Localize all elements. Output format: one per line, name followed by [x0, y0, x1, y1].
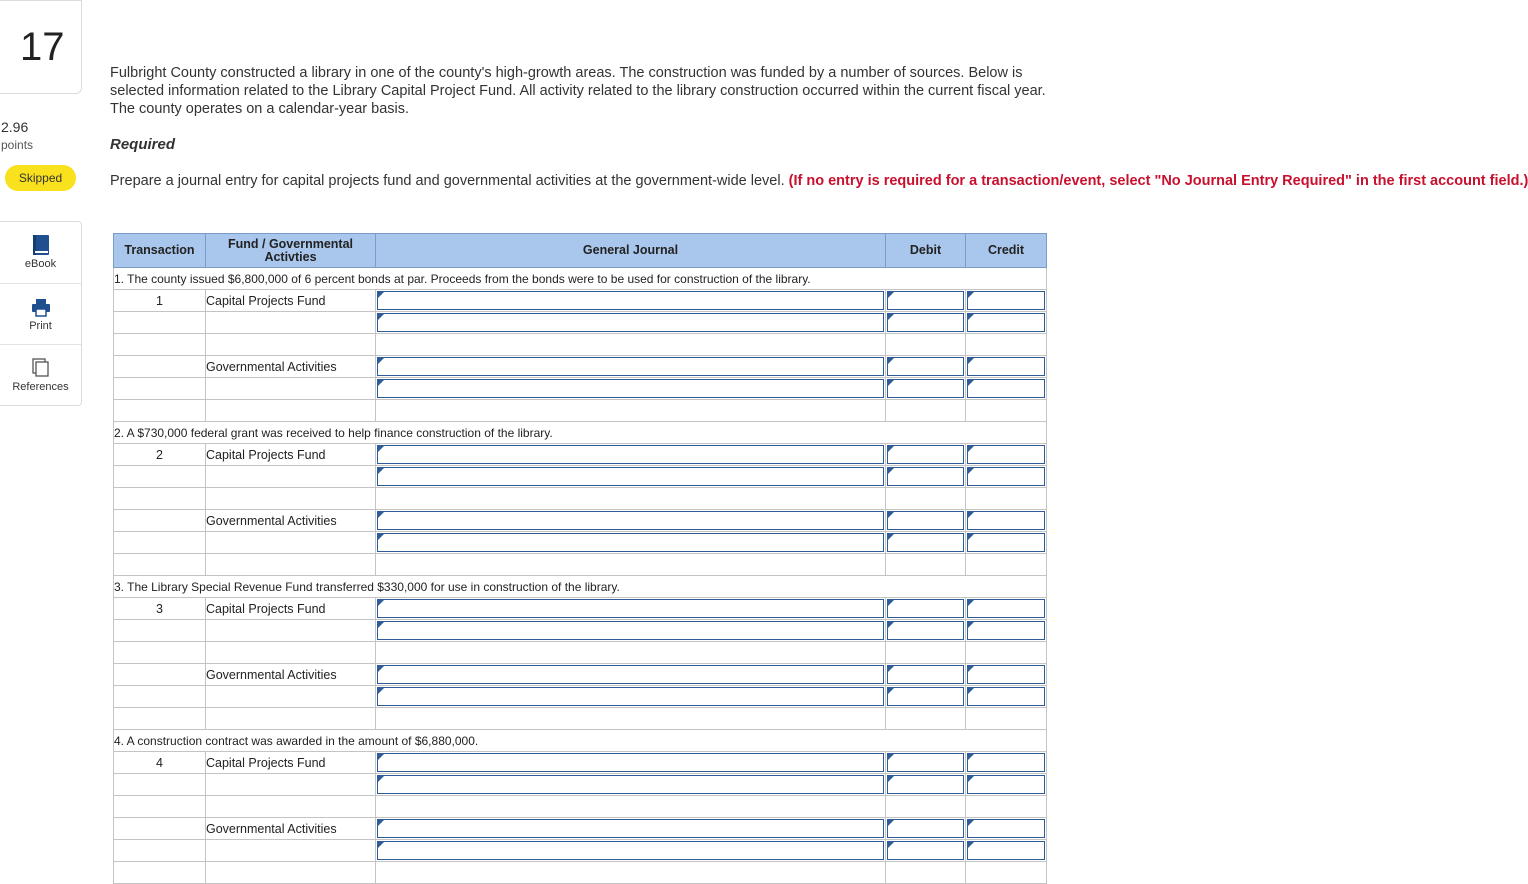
journal-entry-row [114, 466, 1047, 488]
credit-input-cell[interactable] [966, 466, 1047, 488]
journal-entry-row [114, 840, 1047, 862]
credit-input[interactable] [967, 291, 1045, 310]
credit-input-cell[interactable] [966, 664, 1047, 686]
ebook-label: eBook [24, 258, 57, 270]
account-select-cell[interactable] [376, 620, 886, 642]
credit-input[interactable] [967, 687, 1045, 706]
header-debit: Debit [886, 234, 966, 268]
debit-input-cell[interactable] [886, 774, 966, 796]
credit-input-cell[interactable] [966, 620, 1047, 642]
debit-input-cell[interactable] [886, 620, 966, 642]
journal-entry-row [114, 818, 1047, 840]
account-select[interactable] [377, 511, 884, 530]
credit-input[interactable] [967, 753, 1045, 772]
debit-input[interactable] [887, 357, 964, 376]
instructions [110, 172, 1528, 190]
journal-entry-row [114, 620, 1047, 642]
credit-input[interactable] [967, 665, 1045, 684]
account-select[interactable] [377, 357, 884, 376]
credit-input-cell[interactable] [966, 510, 1047, 532]
skipped-status-badge: Skipped [5, 165, 76, 191]
debit-input[interactable] [887, 599, 964, 618]
account-select-cell[interactable] [376, 444, 886, 466]
printer-icon [31, 296, 51, 318]
debit-input[interactable] [887, 665, 964, 684]
ebook-icon [31, 234, 51, 256]
debit-input[interactable] [887, 775, 964, 794]
journal-entry-row [114, 510, 1047, 532]
debit-input-cell[interactable] [886, 466, 966, 488]
account-select-cell[interactable] [376, 290, 886, 312]
credit-input-cell[interactable] [966, 752, 1047, 774]
credit-input[interactable] [967, 445, 1045, 464]
journal-entry-row [114, 312, 1047, 334]
credit-input[interactable] [967, 511, 1045, 530]
transaction-description-row [114, 268, 1047, 290]
journal-entry-row [114, 532, 1047, 554]
debit-input-cell[interactable] [886, 290, 966, 312]
journal-spacer-row [114, 642, 1047, 664]
credit-input[interactable] [967, 467, 1045, 486]
account-select[interactable] [377, 841, 884, 860]
account-select[interactable] [377, 467, 884, 486]
instructions-note: (If no entry is required for a transaction/event, select "No Journal Entry Required" in the first account field.) [788, 173, 1528, 189]
journal-entry-row [114, 290, 1047, 312]
fund-label: Governmental Activities [206, 818, 376, 840]
debit-input-cell[interactable] [886, 378, 966, 400]
account-select[interactable] [377, 775, 884, 794]
credit-input-cell[interactable] [966, 686, 1047, 708]
account-select-cell[interactable] [376, 752, 886, 774]
account-select[interactable] [377, 291, 884, 310]
question-number: 17 [20, 25, 65, 69]
account-select-cell[interactable] [376, 664, 886, 686]
required-heading: Required [110, 136, 176, 153]
journal-entry-row [114, 598, 1047, 620]
account-select-cell[interactable] [376, 532, 886, 554]
journal-entry-row [114, 686, 1047, 708]
fund-label: Governmental Activities [206, 510, 376, 532]
debit-input[interactable] [887, 841, 964, 860]
print-label: Print [29, 320, 52, 332]
account-select-cell[interactable] [376, 774, 886, 796]
general-journal-table [113, 233, 1047, 884]
journal-spacer-row [114, 488, 1047, 510]
account-select-cell[interactable] [376, 466, 886, 488]
journal-entry-row [114, 378, 1047, 400]
points-value: 2.96 [1, 119, 29, 135]
account-select[interactable] [377, 313, 884, 332]
account-select-cell[interactable] [376, 598, 886, 620]
debit-input[interactable] [887, 621, 964, 640]
debit-input-cell[interactable] [886, 818, 966, 840]
account-select[interactable] [377, 533, 884, 552]
header-transaction: Transaction [114, 234, 206, 268]
account-select-cell[interactable] [376, 686, 886, 708]
debit-input-cell[interactable] [886, 444, 966, 466]
credit-input-cell[interactable] [966, 444, 1047, 466]
credit-input[interactable] [967, 841, 1045, 860]
account-select[interactable] [377, 379, 884, 398]
journal-entry-row [114, 774, 1047, 796]
account-select[interactable] [377, 445, 884, 464]
credit-input-cell[interactable] [966, 818, 1047, 840]
account-select[interactable] [377, 753, 884, 772]
references-icon [31, 357, 51, 379]
debit-input[interactable] [887, 687, 964, 706]
fund-label: Governmental Activities [206, 664, 376, 686]
journal-entry-row [114, 752, 1047, 774]
debit-input[interactable] [887, 753, 964, 772]
transaction-description-row [114, 730, 1047, 752]
debit-input[interactable] [887, 445, 964, 464]
header-credit: Credit [966, 234, 1047, 268]
points-label: points [1, 138, 34, 152]
credit-input-cell[interactable] [966, 312, 1047, 334]
account-select-cell[interactable] [376, 818, 886, 840]
journal-entry-row [114, 664, 1047, 686]
debit-input[interactable] [887, 291, 964, 310]
transaction-number: 4 [114, 752, 206, 774]
debit-input[interactable] [887, 819, 964, 838]
references-button[interactable] [0, 344, 81, 406]
debit-input-cell[interactable] [886, 532, 966, 554]
fund-label: Capital Projects Fund [206, 290, 376, 312]
debit-input-cell[interactable] [886, 840, 966, 862]
journal-spacer-row [114, 400, 1047, 422]
journal-entry-row [114, 356, 1047, 378]
debit-input[interactable] [887, 511, 964, 530]
fund-label: Capital Projects Fund [206, 598, 376, 620]
debit-input-cell[interactable] [886, 598, 966, 620]
account-select[interactable] [377, 621, 884, 640]
debit-input-cell[interactable] [886, 510, 966, 532]
journal-spacer-row [114, 862, 1047, 884]
journal-spacer-row [114, 708, 1047, 730]
credit-input-cell[interactable] [966, 774, 1047, 796]
credit-input[interactable] [967, 533, 1045, 552]
question-number-box [0, 0, 82, 94]
transaction-number: 1 [114, 290, 206, 312]
fund-label: Capital Projects Fund [206, 752, 376, 774]
problem-description: Fulbright County constructed a library in one of the county's high-growth areas. The construction was funded by a number of sources. Below is selected information related to the Library Capital Project Fund. All activity related to the library construction occurred within the current fiscal year. The county operates on a calendar-year basis. [110, 65, 1046, 117]
debit-input-cell[interactable] [886, 664, 966, 686]
transaction-number: 3 [114, 598, 206, 620]
credit-input[interactable] [967, 775, 1045, 794]
account-select[interactable] [377, 599, 884, 618]
account-select[interactable] [377, 665, 884, 684]
journal-spacer-row [114, 334, 1047, 356]
tools-panel [0, 221, 82, 406]
credit-input[interactable] [967, 313, 1045, 332]
ebook-button[interactable] [0, 222, 81, 283]
debit-input-cell[interactable] [886, 356, 966, 378]
journal-spacer-row [114, 554, 1047, 576]
credit-input-cell[interactable] [966, 598, 1047, 620]
debit-input-cell[interactable] [886, 686, 966, 708]
credit-input-cell[interactable] [966, 356, 1047, 378]
account-select-cell[interactable] [376, 510, 886, 532]
account-select[interactable] [377, 819, 884, 838]
debit-input[interactable] [887, 379, 964, 398]
journal-header-row [114, 234, 1047, 268]
header-fund: Fund / Governmental Activties [206, 234, 376, 268]
account-select-cell[interactable] [376, 356, 886, 378]
credit-input-cell[interactable] [966, 378, 1047, 400]
debit-input[interactable] [887, 313, 964, 332]
account-select-cell[interactable] [376, 840, 886, 862]
print-button[interactable] [0, 283, 81, 345]
credit-input[interactable] [967, 819, 1045, 838]
transaction-number: 2 [114, 444, 206, 466]
header-general-journal: General Journal [376, 234, 886, 268]
journal-entry-row [114, 444, 1047, 466]
credit-input[interactable] [967, 357, 1045, 376]
transaction-description: 4. A construction contract was awarded in the amount of $6,880,000. [114, 730, 1047, 752]
account-select[interactable] [377, 687, 884, 706]
instructions-main: Prepare a journal entry for capital projects fund and governmental activities at the government-wide level. [110, 173, 789, 189]
journal-spacer-row [114, 796, 1047, 818]
transaction-description-row [114, 576, 1047, 598]
debit-input[interactable] [887, 533, 964, 552]
credit-input[interactable] [967, 379, 1045, 398]
credit-input[interactable] [967, 621, 1045, 640]
transaction-description: 1. The county issued $6,800,000 of 6 percent bonds at par. Proceeds from the bonds were to be used for construction of the library. [114, 268, 1047, 290]
debit-input[interactable] [887, 467, 964, 486]
credit-input-cell[interactable] [966, 290, 1047, 312]
fund-label: Governmental Activities [206, 356, 376, 378]
credit-input[interactable] [967, 599, 1045, 618]
debit-input-cell[interactable] [886, 312, 966, 334]
transaction-description: 3. The Library Special Revenue Fund transferred $330,000 for use in construction of the library. [114, 576, 1047, 598]
account-select-cell[interactable] [376, 378, 886, 400]
transaction-description-row [114, 422, 1047, 444]
transaction-description: 2. A $730,000 federal grant was received to help finance construction of the library. [114, 422, 1047, 444]
fund-label: Capital Projects Fund [206, 444, 376, 466]
account-select-cell[interactable] [376, 312, 886, 334]
credit-input-cell[interactable] [966, 840, 1047, 862]
debit-input-cell[interactable] [886, 752, 966, 774]
references-label: References [12, 381, 69, 393]
credit-input-cell[interactable] [966, 532, 1047, 554]
